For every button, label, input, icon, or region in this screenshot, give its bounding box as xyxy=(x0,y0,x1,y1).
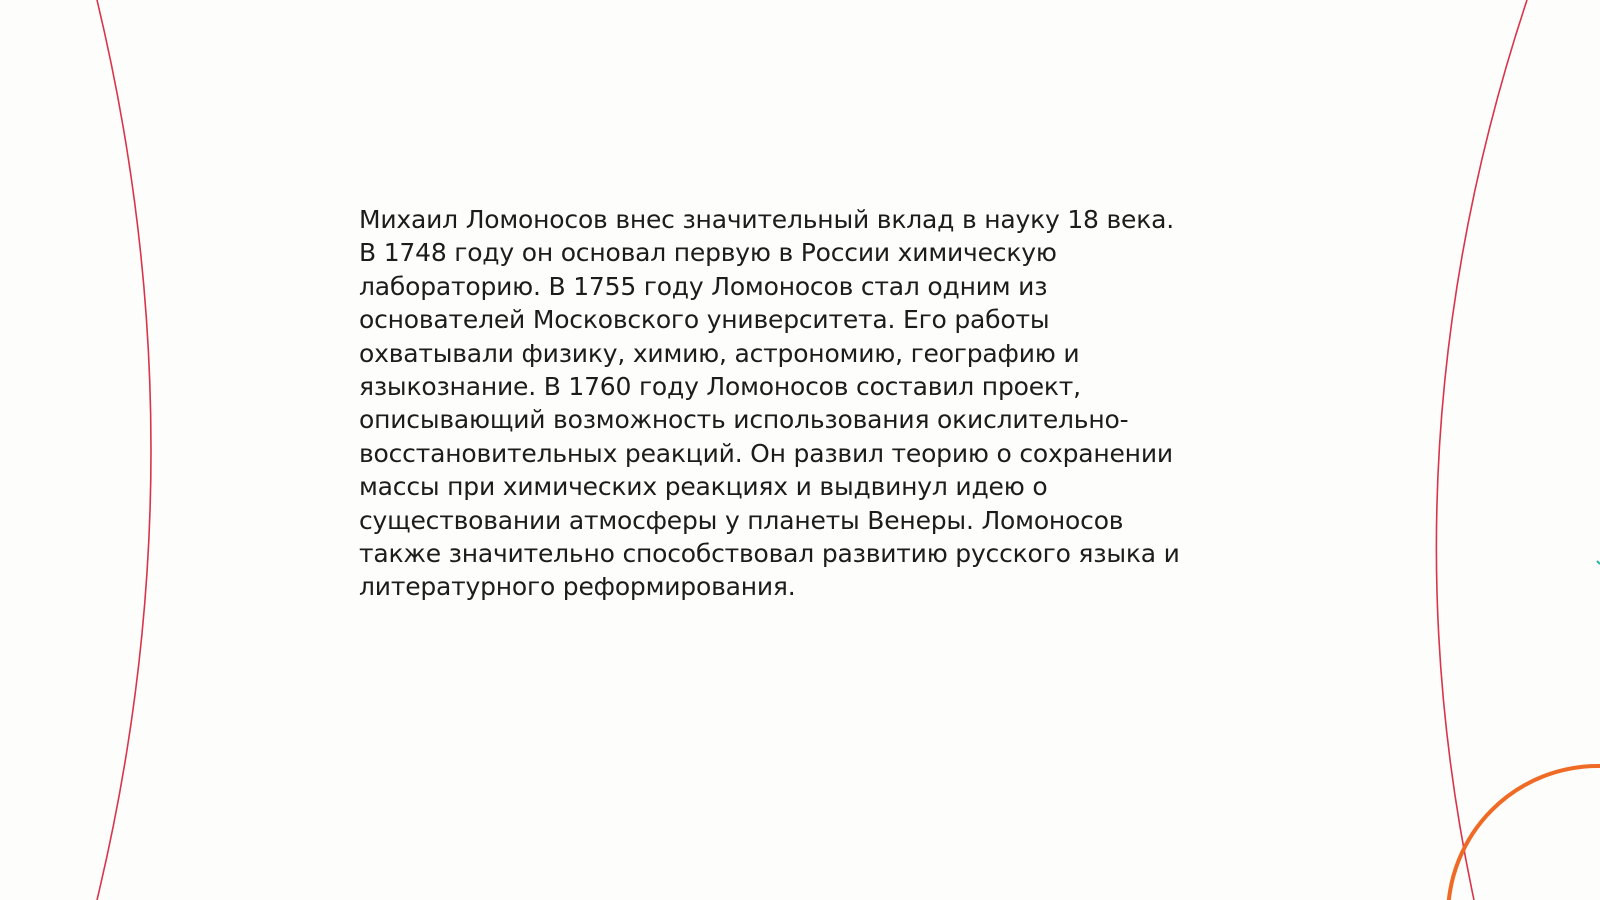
right-arc xyxy=(1436,0,1527,900)
body-paragraph xyxy=(359,203,1229,604)
orange-circle-outline xyxy=(1448,766,1600,900)
paragraph-line: описывающий возможность использования окислительно- xyxy=(359,405,1129,435)
paragraph-line: лабораторию. В 1755 году Ломоносов стал одним из xyxy=(359,271,1048,301)
paragraph-line: Михаил Ломоносов внес значительный вклад в науку 18 века. xyxy=(359,205,1174,234)
paragraph-line: охватывали физику, химию, астрономию, географию и xyxy=(359,338,1080,368)
paragraph-line: также значительно способствовал развитию русского языка и xyxy=(359,539,1180,569)
paragraph-line: массы при химических реакциях и выдвинул идею о xyxy=(359,472,1048,502)
paragraph-line: существовании атмосферы у планеты Венеры. Ломоносов xyxy=(359,505,1124,535)
paragraph-line: В 1748 году он основал первую в России химическую xyxy=(359,238,1057,268)
left-arc xyxy=(97,0,151,900)
paragraph-line: литературного реформирования. xyxy=(359,572,796,602)
paragraph-line: восстановительных реакций. Он развил теорию о сохранении xyxy=(359,438,1173,468)
paragraph-line: языкознание. В 1760 году Ломоносов составил проект, xyxy=(359,372,1081,402)
paragraph-line: основателей Московского университета. Его работы xyxy=(359,305,1050,335)
